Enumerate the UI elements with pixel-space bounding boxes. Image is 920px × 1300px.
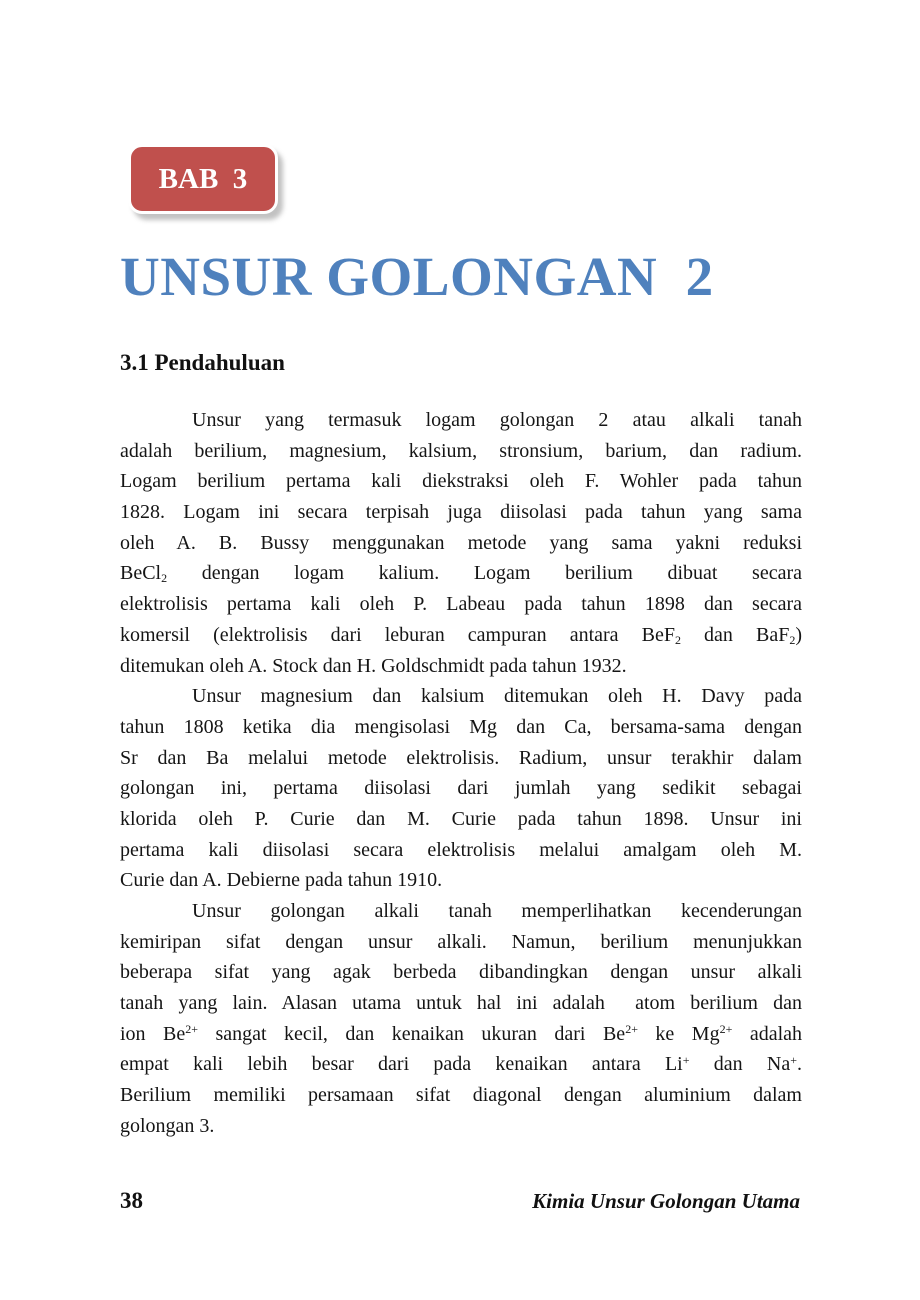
text-line: komersil (elektrolisis dari leburan campuran antara BeF$_2$ dan BaF$_2$) <box>120 623 802 647</box>
text-line: BeCl$_2$ dengan logam kalium. Logam berilium dibuat secara <box>120 562 802 586</box>
text-line: Berilium memiliki persamaan sifat diagonal dengan aluminium dalam <box>120 1084 802 1107</box>
text-line: Unsur golongan alkali tanah memperlihatkan kecenderungan <box>192 900 802 922</box>
text-line: adalah berilium, magnesium, kalsium, stronsium, barium, dan radium. <box>120 439 802 462</box>
text-line: kemiripan sifat dengan unsur alkali. Namun, berilium menunjukkan <box>120 930 802 953</box>
text-line: Logam berilium pertama kali diekstraksi oleh F. Wohler pada tahun <box>120 470 802 493</box>
text-line: golongan 3. <box>120 1114 215 1137</box>
text-line: Curie dan A. Debierne pada tahun 1910. <box>120 869 443 892</box>
body-text <box>120 405 802 1142</box>
text-line: elektrolisis pertama kali oleh P. Labeau pada tahun 1898 dan secara <box>120 593 802 616</box>
text-line: Unsur magnesium dan kalsium ditemukan oleh H. Davy pada <box>192 685 802 708</box>
paragraph <box>120 896 802 1142</box>
text-line: tanah yang lain. Alasan utama untuk hal ini adalah atom berilium dan <box>120 992 802 1015</box>
text-line: oleh A. B. Bussy menggunakan metode yang sama yakni reduksi <box>120 531 802 554</box>
text-line: Unsur yang termasuk logam golongan 2 atau alkali tanah <box>192 409 802 431</box>
text-line: ion $Be^{2+}$ sangat kecil, dan kenaikan ukuran dari $Be^{2+}$ ke $Mg^{2+}$ adalah <box>120 1022 802 1045</box>
running-title: Kimia Unsur Golongan Utama <box>532 1189 800 1213</box>
text-line: tahun 1808 ketika dia mengisolasi Mg dan Ca, bersama-sama dengan <box>120 715 802 738</box>
text-line: beberapa sifat yang agak berbeda dibandingkan dengan unsur alkali <box>120 961 802 984</box>
text-line: ditemukan oleh A. Stock dan H. Goldschmidt pada tahun 1932. <box>120 654 627 677</box>
text-line: klorida oleh P. Curie dan M. Curie pada tahun 1898. Unsur ini <box>120 807 802 830</box>
text-line: 1828. Logam ini secara terpisah juga diisolasi pada tahun yang sama <box>120 501 802 524</box>
text-line: pertama kali diisolasi secara elektrolisis melalui amalgam oleh M. <box>120 838 802 861</box>
chapter-badge <box>128 144 278 214</box>
chapter-badge-label: BAB 3 <box>158 162 248 195</box>
text-line: empat kali lebih besar dari pada kenaikan antara Li+ dan Na+. <box>120 1052 802 1076</box>
text-line: golongan ini, pertama diisolasi dari jumlah yang sedikit sebagai <box>120 777 802 800</box>
paragraph <box>120 405 802 681</box>
page-title: UNSUR GOLONGAN 2 <box>120 246 714 307</box>
page-number: 38 <box>120 1188 143 1213</box>
text-line: Sr dan Ba melalui metode elektrolisis. Radium, unsur terakhir dalam <box>120 746 802 769</box>
page-footer <box>120 1188 800 1214</box>
section-heading: 3.1 Pendahuluan <box>120 350 285 375</box>
paragraph <box>120 681 802 896</box>
